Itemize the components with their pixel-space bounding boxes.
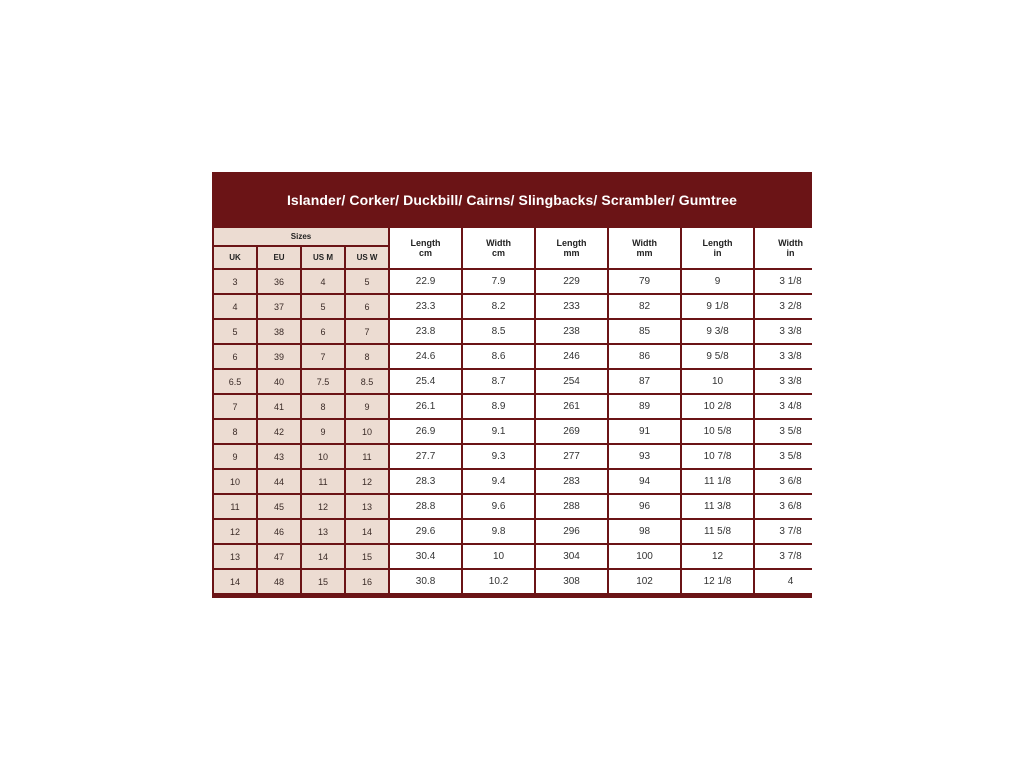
eu-cell: 41 bbox=[258, 395, 300, 418]
length-mm-cell: 269 bbox=[536, 420, 607, 443]
width-mm-cell: 93 bbox=[609, 445, 680, 468]
table-row bbox=[214, 270, 826, 293]
length-cm-cell: 24.6 bbox=[390, 345, 461, 368]
us-w-cell: 8 bbox=[346, 345, 388, 368]
length-cm-cell: 27.7 bbox=[390, 445, 461, 468]
us-w-cell: 14 bbox=[346, 520, 388, 543]
us-m-header: US M bbox=[302, 247, 344, 268]
eu-cell: 48 bbox=[258, 570, 300, 593]
width-cm-cell: 9.6 bbox=[463, 495, 534, 518]
us-w-cell: 13 bbox=[346, 495, 388, 518]
uk-cell: 10 bbox=[214, 470, 256, 493]
eu-cell: 38 bbox=[258, 320, 300, 343]
table-row bbox=[214, 370, 826, 393]
width-in-header-unit: in bbox=[786, 248, 795, 258]
table-row bbox=[214, 420, 826, 443]
us-m-cell: 12 bbox=[302, 495, 344, 518]
us-m-cell: 15 bbox=[302, 570, 344, 593]
length-mm-cell: 288 bbox=[536, 495, 607, 518]
us-w-cell: 12 bbox=[346, 470, 388, 493]
width-cm-cell: 9.3 bbox=[463, 445, 534, 468]
width-mm-header-unit: mm bbox=[636, 248, 653, 258]
length-in-header-line1: Length bbox=[702, 238, 733, 248]
length-in-header bbox=[682, 228, 753, 268]
length-cm-cell: 30.4 bbox=[390, 545, 461, 568]
width-mm-cell: 82 bbox=[609, 295, 680, 318]
width-in-cell: 3 6/8 bbox=[755, 495, 826, 518]
width-cm-cell: 10.2 bbox=[463, 570, 534, 593]
length-mm-cell: 283 bbox=[536, 470, 607, 493]
width-cm-header bbox=[463, 228, 534, 268]
table-row bbox=[214, 445, 826, 468]
us-m-cell: 7.5 bbox=[302, 370, 344, 393]
us-w-cell: 6 bbox=[346, 295, 388, 318]
eu-header: EU bbox=[258, 247, 300, 268]
sizes-group-header: Sizes bbox=[214, 228, 388, 245]
width-cm-cell: 8.2 bbox=[463, 295, 534, 318]
length-in-cell: 10 2/8 bbox=[682, 395, 753, 418]
table-body bbox=[214, 270, 826, 593]
length-mm-cell: 296 bbox=[536, 520, 607, 543]
length-in-cell: 12 1/8 bbox=[682, 570, 753, 593]
eu-cell: 45 bbox=[258, 495, 300, 518]
width-mm-cell: 102 bbox=[609, 570, 680, 593]
length-cm-cell: 25.4 bbox=[390, 370, 461, 393]
width-mm-cell: 89 bbox=[609, 395, 680, 418]
table-row bbox=[214, 495, 826, 518]
uk-cell: 5 bbox=[214, 320, 256, 343]
uk-cell: 6.5 bbox=[214, 370, 256, 393]
length-in-cell: 9 3/8 bbox=[682, 320, 753, 343]
width-cm-cell: 8.9 bbox=[463, 395, 534, 418]
us-m-cell: 5 bbox=[302, 295, 344, 318]
width-in-cell: 3 3/8 bbox=[755, 345, 826, 368]
us-m-cell: 13 bbox=[302, 520, 344, 543]
us-w-cell: 9 bbox=[346, 395, 388, 418]
width-in-header-line1: Width bbox=[778, 238, 803, 248]
width-mm-cell: 85 bbox=[609, 320, 680, 343]
width-in-cell: 3 1/8 bbox=[755, 270, 826, 293]
table-row bbox=[214, 470, 826, 493]
us-w-cell: 11 bbox=[346, 445, 388, 468]
length-mm-header bbox=[536, 228, 607, 268]
uk-cell: 12 bbox=[214, 520, 256, 543]
length-mm-cell: 308 bbox=[536, 570, 607, 593]
width-mm-header-line1: Width bbox=[632, 238, 657, 248]
uk-cell: 11 bbox=[214, 495, 256, 518]
length-mm-cell: 277 bbox=[536, 445, 607, 468]
width-in-cell: 3 3/8 bbox=[755, 370, 826, 393]
table-row bbox=[214, 345, 826, 368]
width-in-cell: 3 4/8 bbox=[755, 395, 826, 418]
length-mm-cell: 229 bbox=[536, 270, 607, 293]
eu-cell: 39 bbox=[258, 345, 300, 368]
length-cm-cell: 23.8 bbox=[390, 320, 461, 343]
eu-cell: 37 bbox=[258, 295, 300, 318]
us-w-cell: 16 bbox=[346, 570, 388, 593]
width-in-cell: 4 bbox=[755, 570, 826, 593]
eu-cell: 43 bbox=[258, 445, 300, 468]
width-cm-cell: 9.8 bbox=[463, 520, 534, 543]
width-in-cell: 3 2/8 bbox=[755, 295, 826, 318]
width-cm-header-line1: Width bbox=[486, 238, 511, 248]
us-w-cell: 15 bbox=[346, 545, 388, 568]
us-m-cell: 10 bbox=[302, 445, 344, 468]
eu-cell: 42 bbox=[258, 420, 300, 443]
width-mm-cell: 94 bbox=[609, 470, 680, 493]
width-mm-cell: 96 bbox=[609, 495, 680, 518]
width-in-cell: 3 3/8 bbox=[755, 320, 826, 343]
uk-header: UK bbox=[214, 247, 256, 268]
length-cm-cell: 30.8 bbox=[390, 570, 461, 593]
length-in-cell: 11 5/8 bbox=[682, 520, 753, 543]
header-row-top bbox=[214, 228, 826, 245]
length-in-header-unit: in bbox=[713, 248, 722, 258]
width-in-header bbox=[755, 228, 826, 268]
length-cm-header-line1: Length bbox=[410, 238, 441, 248]
us-m-cell: 4 bbox=[302, 270, 344, 293]
width-cm-cell: 9.1 bbox=[463, 420, 534, 443]
eu-cell: 40 bbox=[258, 370, 300, 393]
length-in-cell: 10 bbox=[682, 370, 753, 393]
uk-cell: 3 bbox=[214, 270, 256, 293]
width-in-cell: 3 5/8 bbox=[755, 420, 826, 443]
length-in-cell: 9 1/8 bbox=[682, 295, 753, 318]
uk-cell: 9 bbox=[214, 445, 256, 468]
us-m-cell: 8 bbox=[302, 395, 344, 418]
length-cm-cell: 23.3 bbox=[390, 295, 461, 318]
width-cm-header-unit: cm bbox=[492, 248, 506, 258]
uk-cell: 6 bbox=[214, 345, 256, 368]
us-w-cell: 7 bbox=[346, 320, 388, 343]
table-row bbox=[214, 320, 826, 343]
table-row bbox=[214, 545, 826, 568]
length-in-cell: 10 7/8 bbox=[682, 445, 753, 468]
size-table bbox=[212, 226, 828, 595]
length-cm-cell: 22.9 bbox=[390, 270, 461, 293]
width-in-cell: 3 5/8 bbox=[755, 445, 826, 468]
chart-title: Islander/ Corker/ Duckbill/ Cairns/ Slingbacks/ Scrambler/ Gumtree bbox=[286, 191, 738, 208]
width-mm-header bbox=[609, 228, 680, 268]
width-cm-cell: 8.5 bbox=[463, 320, 534, 343]
width-cm-cell: 7.9 bbox=[463, 270, 534, 293]
length-cm-header-unit: cm bbox=[419, 248, 433, 258]
us-m-cell: 7 bbox=[302, 345, 344, 368]
uk-cell: 14 bbox=[214, 570, 256, 593]
length-cm-cell: 26.9 bbox=[390, 420, 461, 443]
length-in-cell: 12 bbox=[682, 545, 753, 568]
width-cm-cell: 9.4 bbox=[463, 470, 534, 493]
us-w-cell: 10 bbox=[346, 420, 388, 443]
width-mm-cell: 100 bbox=[609, 545, 680, 568]
length-in-cell: 10 5/8 bbox=[682, 420, 753, 443]
eu-cell: 46 bbox=[258, 520, 300, 543]
length-cm-cell: 26.1 bbox=[390, 395, 461, 418]
length-in-cell: 11 3/8 bbox=[682, 495, 753, 518]
length-cm-header bbox=[390, 228, 461, 268]
length-cm-cell: 29.6 bbox=[390, 520, 461, 543]
table-row bbox=[214, 395, 826, 418]
length-mm-cell: 238 bbox=[536, 320, 607, 343]
us-w-cell: 5 bbox=[346, 270, 388, 293]
us-m-cell: 9 bbox=[302, 420, 344, 443]
eu-cell: 36 bbox=[258, 270, 300, 293]
length-cm-cell: 28.8 bbox=[390, 495, 461, 518]
length-mm-cell: 261 bbox=[536, 395, 607, 418]
table-row bbox=[214, 295, 826, 318]
uk-cell: 8 bbox=[214, 420, 256, 443]
uk-cell: 7 bbox=[214, 395, 256, 418]
us-m-cell: 11 bbox=[302, 470, 344, 493]
us-m-cell: 14 bbox=[302, 545, 344, 568]
length-mm-cell: 233 bbox=[536, 295, 607, 318]
us-w-header: US W bbox=[346, 247, 388, 268]
width-mm-cell: 79 bbox=[609, 270, 680, 293]
length-mm-cell: 246 bbox=[536, 345, 607, 368]
width-mm-cell: 91 bbox=[609, 420, 680, 443]
length-in-cell: 9 bbox=[682, 270, 753, 293]
width-cm-cell: 8.6 bbox=[463, 345, 534, 368]
length-mm-header-unit: mm bbox=[563, 248, 580, 258]
uk-cell: 4 bbox=[214, 295, 256, 318]
width-in-cell: 3 6/8 bbox=[755, 470, 826, 493]
table-row bbox=[214, 570, 826, 593]
eu-cell: 44 bbox=[258, 470, 300, 493]
width-cm-cell: 10 bbox=[463, 545, 534, 568]
table-row bbox=[214, 520, 826, 543]
width-in-cell: 3 7/8 bbox=[755, 520, 826, 543]
width-mm-cell: 87 bbox=[609, 370, 680, 393]
eu-cell: 47 bbox=[258, 545, 300, 568]
us-m-cell: 6 bbox=[302, 320, 344, 343]
width-mm-cell: 98 bbox=[609, 520, 680, 543]
length-cm-cell: 28.3 bbox=[390, 470, 461, 493]
length-mm-header-line1: Length bbox=[556, 238, 587, 248]
uk-cell: 13 bbox=[214, 545, 256, 568]
width-cm-cell: 8.7 bbox=[463, 370, 534, 393]
length-mm-cell: 304 bbox=[536, 545, 607, 568]
width-mm-cell: 86 bbox=[609, 345, 680, 368]
length-in-cell: 11 1/8 bbox=[682, 470, 753, 493]
us-w-cell: 8.5 bbox=[346, 370, 388, 393]
size-chart bbox=[212, 172, 812, 598]
length-in-cell: 9 5/8 bbox=[682, 345, 753, 368]
width-in-cell: 3 7/8 bbox=[755, 545, 826, 568]
length-mm-cell: 254 bbox=[536, 370, 607, 393]
